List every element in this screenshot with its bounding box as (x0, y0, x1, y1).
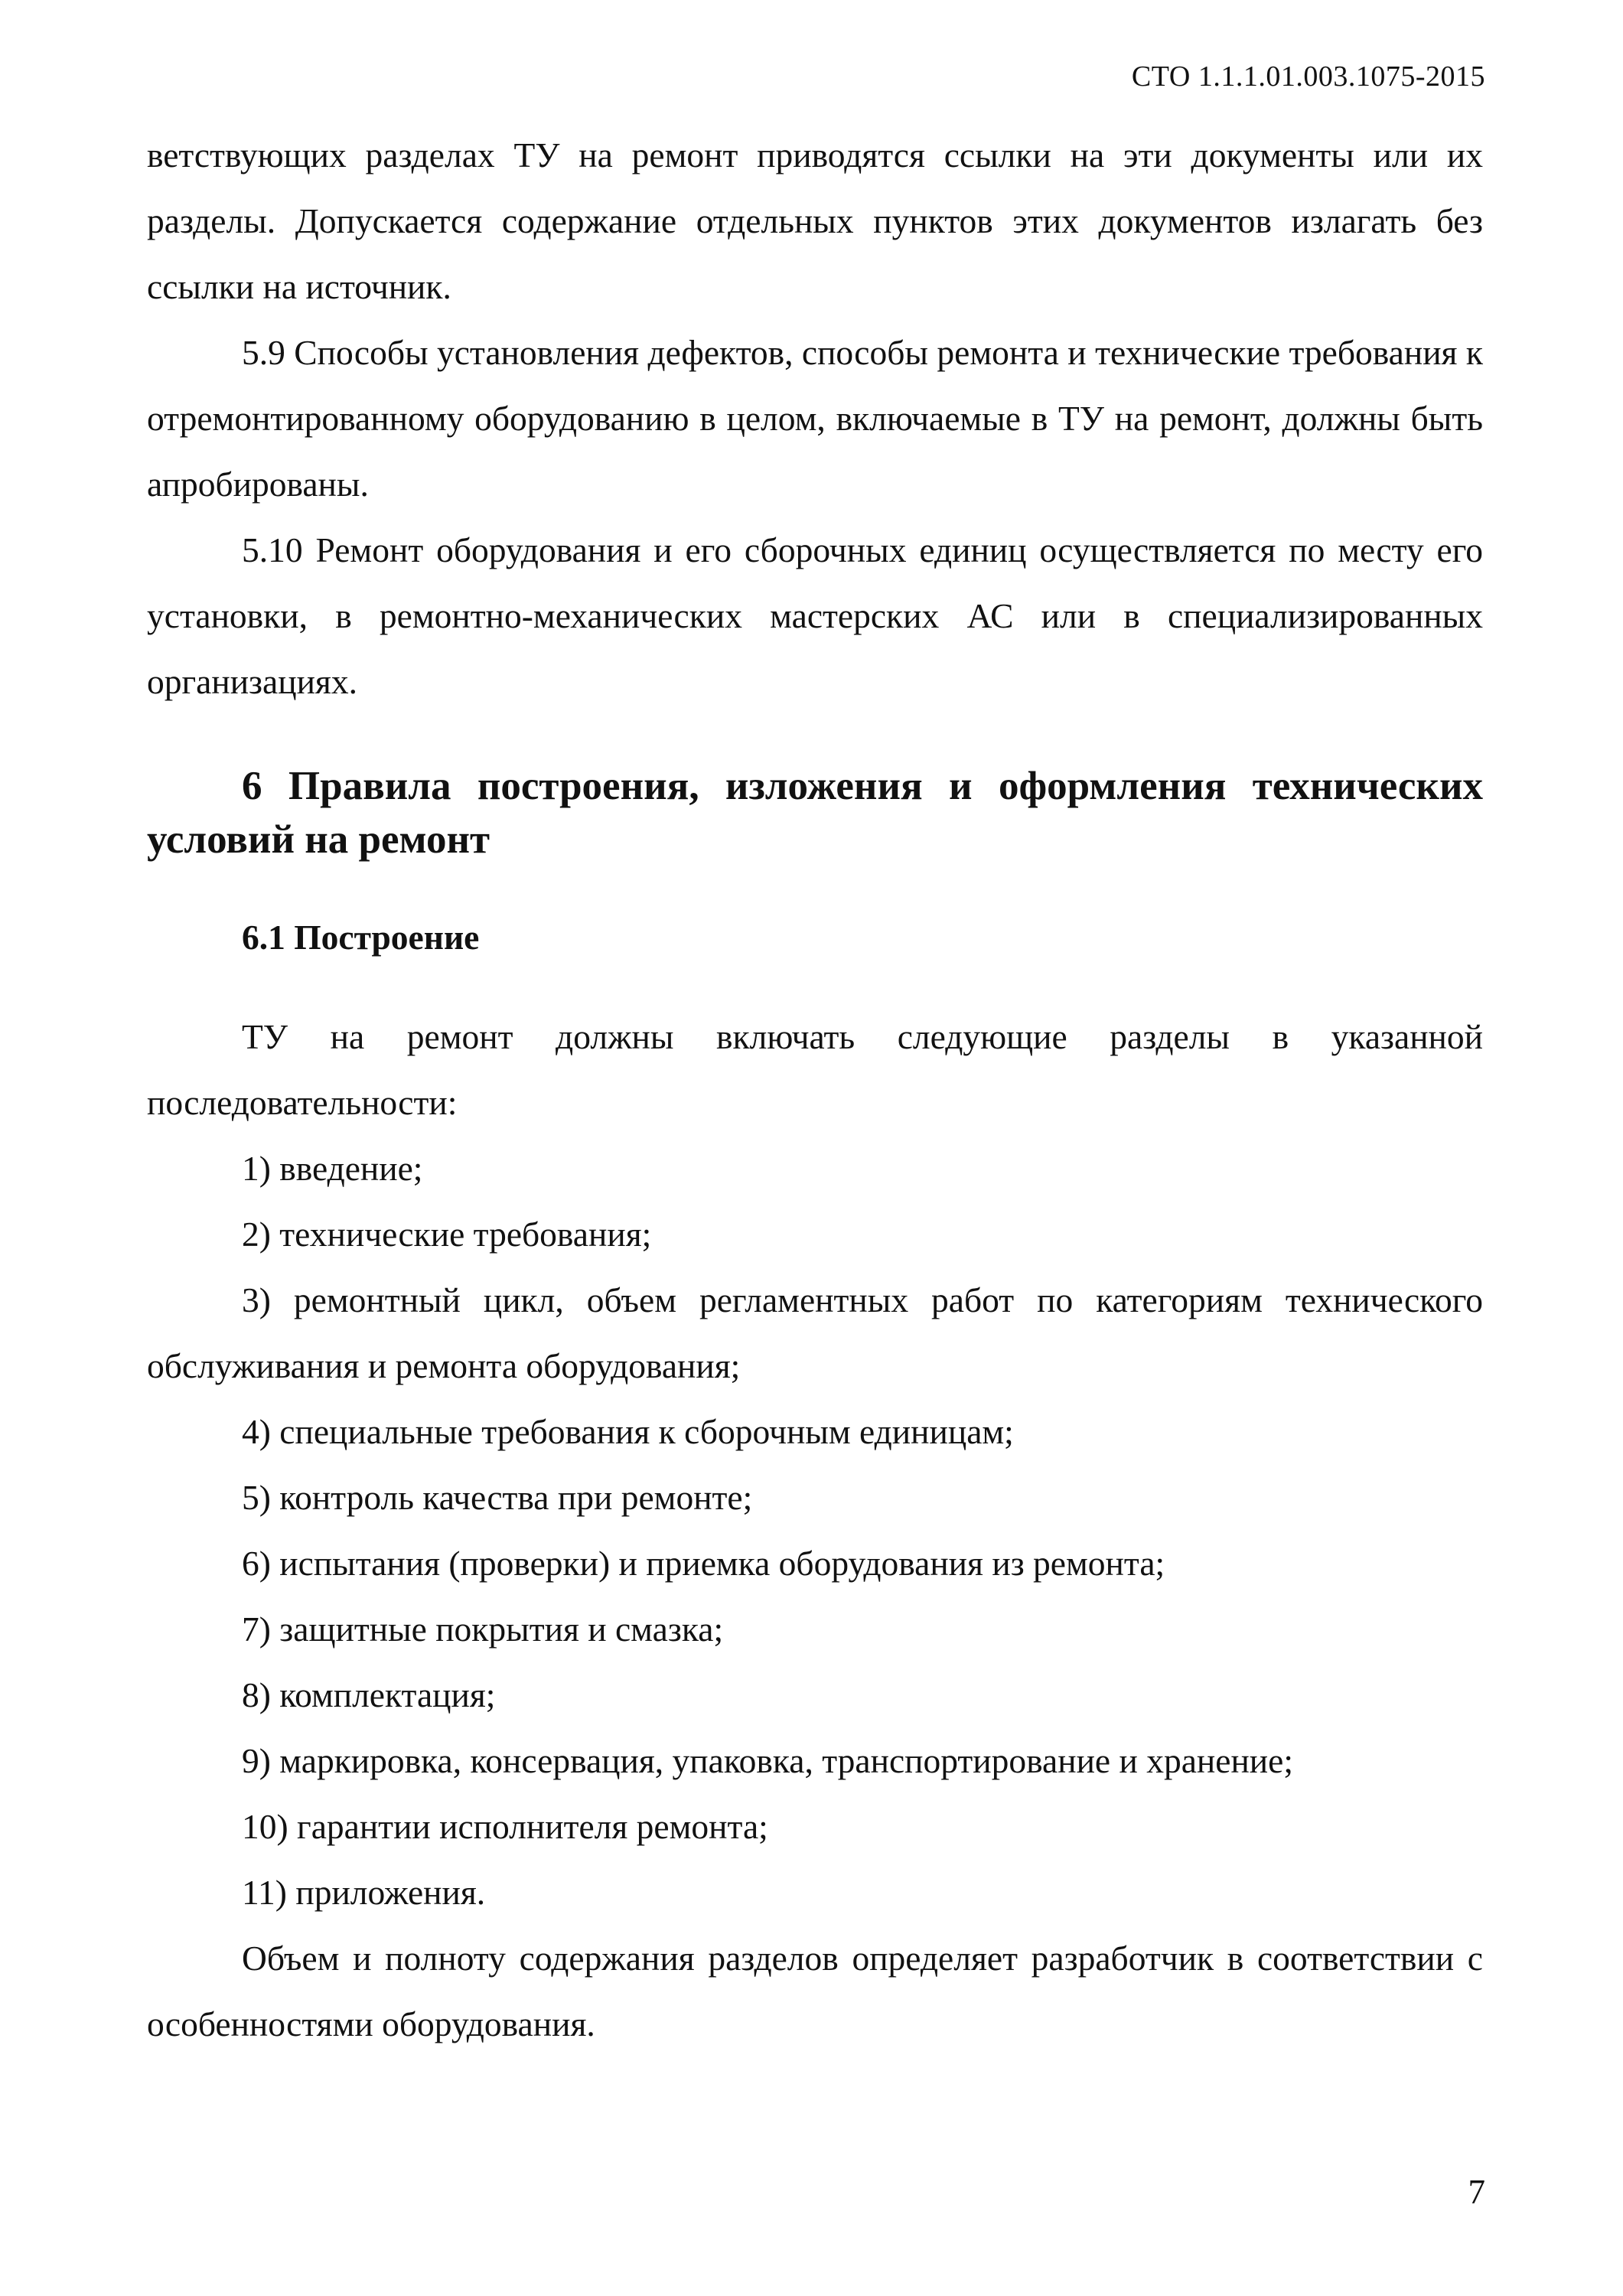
closing-paragraph: Объем и полноту содержания разделов определяет разработчик в соответствии с особенностями оборудования. (147, 1939, 1483, 2043)
paragraph-continuation: ветствующих разделах ТУ на ремонт приводятся ссылки на эти документы или их разделы. Допускается содержание отдельных пунктов этих документов излагать без ссылки на источник. (147, 135, 1483, 306)
list-item-8: 8) комплектация; (242, 1675, 496, 1714)
section-6-heading: 6 Правила построения, изложения и оформления технических условий на ремонт (147, 764, 1483, 862)
list-item-9: 9) маркировка, консервация, упаковка, транспортирование и хранение; (242, 1741, 1293, 1780)
list-item-5: 5) контроль качества при ремонте; (242, 1478, 753, 1517)
list-item-7: 7) защитные покрытия и смазка; (242, 1609, 724, 1649)
list-item-10: 10) гарантии исполнителя ремонта; (242, 1807, 768, 1846)
paragraph-5-10: 5.10 Ремонт оборудования и его сборочных единиц осуществляется по месту его установки, в ремонтно-механических мастерских АС или в специализированных организациях. (147, 530, 1483, 701)
list-item-1: 1) введение; (242, 1149, 423, 1188)
list-item-2: 2) технические требования; (242, 1215, 652, 1254)
list-item-3: 3) ремонтный цикл, объем регламентных работ по категориям технического обслуживания и ремонта оборудования; (147, 1280, 1483, 1385)
section-intro: ТУ на ремонт должны включать следующие разделы в указанной последовательности: (147, 1017, 1483, 1122)
subsection-6-1-heading: 6.1 Построение (242, 918, 480, 957)
list-item-4: 4) специальные требования к сборочным единицам; (242, 1412, 1014, 1451)
document-code: СТО 1.1.1.01.003.1075-2015 (1131, 60, 1485, 93)
page-number: 7 (1468, 2173, 1485, 2211)
page-content (147, 122, 1483, 2057)
list-item-11: 11) приложения. (242, 1873, 486, 1912)
list-item-6: 6) испытания (проверки) и приемка оборудования из ремонта; (242, 1544, 1165, 1583)
paragraph-5-9: 5.9 Способы установления дефектов, способы ремонта и технические требования к отремонтированному оборудованию в целом, включаемые в ТУ на ремонт, должны быть апробированы. (147, 333, 1483, 504)
